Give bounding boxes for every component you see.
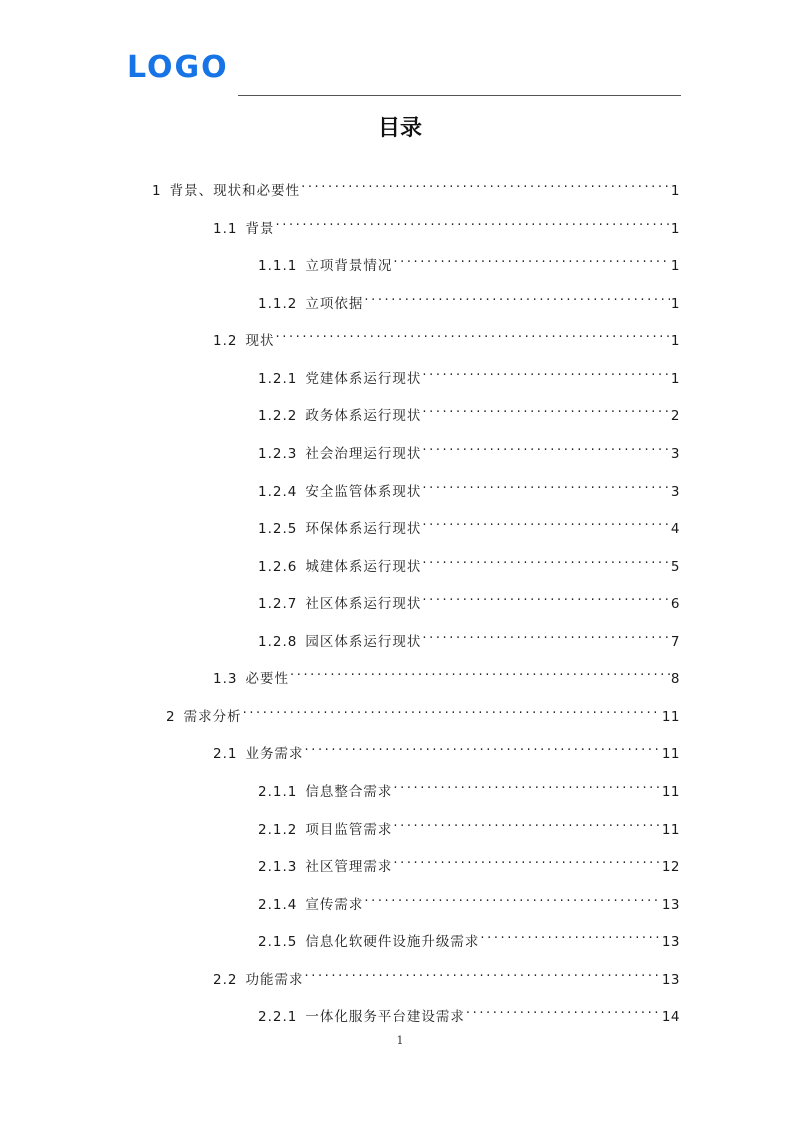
toc-entry-page: 1 <box>670 183 680 199</box>
toc-entry[interactable] <box>258 624 680 650</box>
toc-entry[interactable] <box>213 661 680 687</box>
toc-entry-number: 1.2.1 <box>258 371 298 387</box>
toc-entry-label: 宣传需求 <box>305 897 364 913</box>
toc-entry-number: 2.2.1 <box>258 1009 298 1025</box>
dot-leader <box>422 586 670 608</box>
toc-entry-number: 1.2.8 <box>258 634 298 650</box>
toc-entry[interactable] <box>258 286 680 312</box>
dot-leader <box>422 624 670 646</box>
toc-entry-page: 1 <box>670 371 680 387</box>
toc-entry-number: 1 <box>152 183 162 199</box>
toc-entry-page: 1 <box>670 333 680 349</box>
toc-entry-label: 一体化服务平台建设需求 <box>305 1009 465 1025</box>
toc-entry-number: 1.3 <box>213 671 238 687</box>
toc-entry-number: 1.2 <box>213 333 238 349</box>
dot-leader <box>393 248 670 270</box>
toc-entry-number: 1.2.2 <box>258 408 298 424</box>
toc-entry-number: 2.2 <box>213 972 238 988</box>
toc-entry-label: 城建体系运行现状 <box>305 559 422 575</box>
toc-entry[interactable] <box>258 586 680 612</box>
page-number: 1 <box>396 1034 404 1047</box>
dot-leader <box>364 887 660 909</box>
toc-entry[interactable] <box>258 436 680 462</box>
toc-entry-label: 安全监管体系现状 <box>305 484 422 500</box>
dot-leader <box>466 999 661 1021</box>
toc-entry[interactable] <box>258 924 680 950</box>
toc-entry-number: 2.1.3 <box>258 859 298 875</box>
toc-entry-page: 11 <box>661 746 680 762</box>
toc-entry[interactable] <box>152 173 680 199</box>
toc-entry-number: 2.1.2 <box>258 822 298 838</box>
toc-entry[interactable] <box>258 849 680 875</box>
toc-entry-page: 3 <box>670 446 680 462</box>
dot-leader <box>290 661 670 683</box>
toc-entry-label: 需求分析 <box>183 709 242 725</box>
toc-entry-label: 项目监管需求 <box>305 822 393 838</box>
dot-leader <box>275 211 669 233</box>
toc-entry-label: 党建体系运行现状 <box>305 371 422 387</box>
toc-entry-number: 1.2.3 <box>258 446 298 462</box>
toc-entry-page: 11 <box>661 822 680 838</box>
toc-entry-label: 社区管理需求 <box>305 859 393 875</box>
toc-entry-page: 5 <box>670 559 680 575</box>
dot-leader <box>393 812 660 834</box>
toc-entry-label: 环保体系运行现状 <box>305 521 422 537</box>
toc-entry-number: 2.1.5 <box>258 934 298 950</box>
toc-entry-number: 1.2.6 <box>258 559 298 575</box>
toc-entry-number: 1.2.5 <box>258 521 298 537</box>
header-divider <box>238 95 681 96</box>
toc-entry[interactable] <box>258 774 680 800</box>
toc-entry-page: 7 <box>670 634 680 650</box>
toc-entry-page: 13 <box>661 897 680 913</box>
toc-entry-number: 1.1 <box>213 221 238 237</box>
toc-entry-number: 2.1 <box>213 746 238 762</box>
toc-entry[interactable] <box>258 887 680 913</box>
toc-title: 目录 <box>377 116 422 141</box>
toc-entry[interactable] <box>213 736 680 762</box>
dot-leader <box>301 173 670 195</box>
toc-entry-label: 立项依据 <box>305 296 364 312</box>
toc-entry-label: 信息整合需求 <box>305 784 393 800</box>
toc-entry-page: 14 <box>661 1009 680 1025</box>
dot-leader <box>393 774 660 796</box>
dot-leader <box>422 549 670 571</box>
toc-entry-number: 1.1.2 <box>258 296 298 312</box>
toc-entry-label: 信息化软硬件设施升级需求 <box>305 934 480 950</box>
toc-entry-label: 必要性 <box>245 671 289 687</box>
toc-entry-label: 功能需求 <box>245 972 304 988</box>
toc-entry-label: 现状 <box>245 333 275 349</box>
dot-leader <box>364 286 670 308</box>
toc-entry-number: 2.1.4 <box>258 897 298 913</box>
toc-entry-page: 6 <box>670 596 680 612</box>
toc-entry[interactable] <box>258 398 680 424</box>
toc-entry-label: 园区体系运行现状 <box>305 634 422 650</box>
dot-leader <box>304 962 660 984</box>
toc-entry-number: 2 <box>166 709 176 725</box>
toc-entry[interactable] <box>166 699 680 725</box>
dot-leader <box>275 323 669 345</box>
dot-leader <box>393 849 660 871</box>
toc-entry-page: 13 <box>661 972 680 988</box>
toc-entry-page: 4 <box>670 521 680 537</box>
dot-leader <box>422 361 670 383</box>
toc-entry[interactable] <box>258 361 680 387</box>
toc-entry-label: 业务需求 <box>245 746 304 762</box>
toc-entry-number: 2.1.1 <box>258 784 298 800</box>
toc-entry[interactable] <box>258 812 680 838</box>
toc-entry[interactable] <box>258 248 680 274</box>
toc-entry-page: 8 <box>670 671 680 687</box>
toc-entry-label: 社会治理运行现状 <box>305 446 422 462</box>
toc-entry[interactable] <box>258 474 680 500</box>
toc-entry[interactable] <box>258 999 680 1025</box>
toc-entry-page: 1 <box>670 258 680 274</box>
toc-entry-label: 政务体系运行现状 <box>305 408 422 424</box>
dot-leader <box>422 474 670 496</box>
toc-entry[interactable] <box>258 549 680 575</box>
toc-entry-page: 3 <box>670 484 680 500</box>
toc-entry-label: 背景、现状和必要性 <box>169 183 301 199</box>
toc-entry[interactable] <box>213 323 680 349</box>
logo: LOGO <box>127 50 229 85</box>
dot-leader <box>243 699 661 721</box>
toc-entry-page: 1 <box>670 296 680 312</box>
dot-leader <box>480 924 660 946</box>
dot-leader <box>422 398 670 420</box>
dot-leader <box>422 511 670 533</box>
toc-entry-page: 11 <box>661 784 680 800</box>
toc-entry[interactable] <box>213 962 680 988</box>
toc-entry-label: 立项背景情况 <box>305 258 393 274</box>
toc-entry-number: 1.1.1 <box>258 258 298 274</box>
toc-entry-page: 1 <box>670 221 680 237</box>
toc-entry-page: 11 <box>661 709 680 725</box>
dot-leader <box>304 736 660 758</box>
toc-entry-page: 12 <box>661 859 680 875</box>
toc-entry-label: 社区体系运行现状 <box>305 596 422 612</box>
dot-leader <box>422 436 670 458</box>
toc-entry-page: 13 <box>661 934 680 950</box>
toc-entry[interactable] <box>258 511 680 537</box>
toc-entry-number: 1.2.4 <box>258 484 298 500</box>
toc-entry[interactable] <box>213 211 680 237</box>
toc-entry-number: 1.2.7 <box>258 596 298 612</box>
toc-entry-label: 背景 <box>245 221 275 237</box>
toc-entry-page: 2 <box>670 408 680 424</box>
